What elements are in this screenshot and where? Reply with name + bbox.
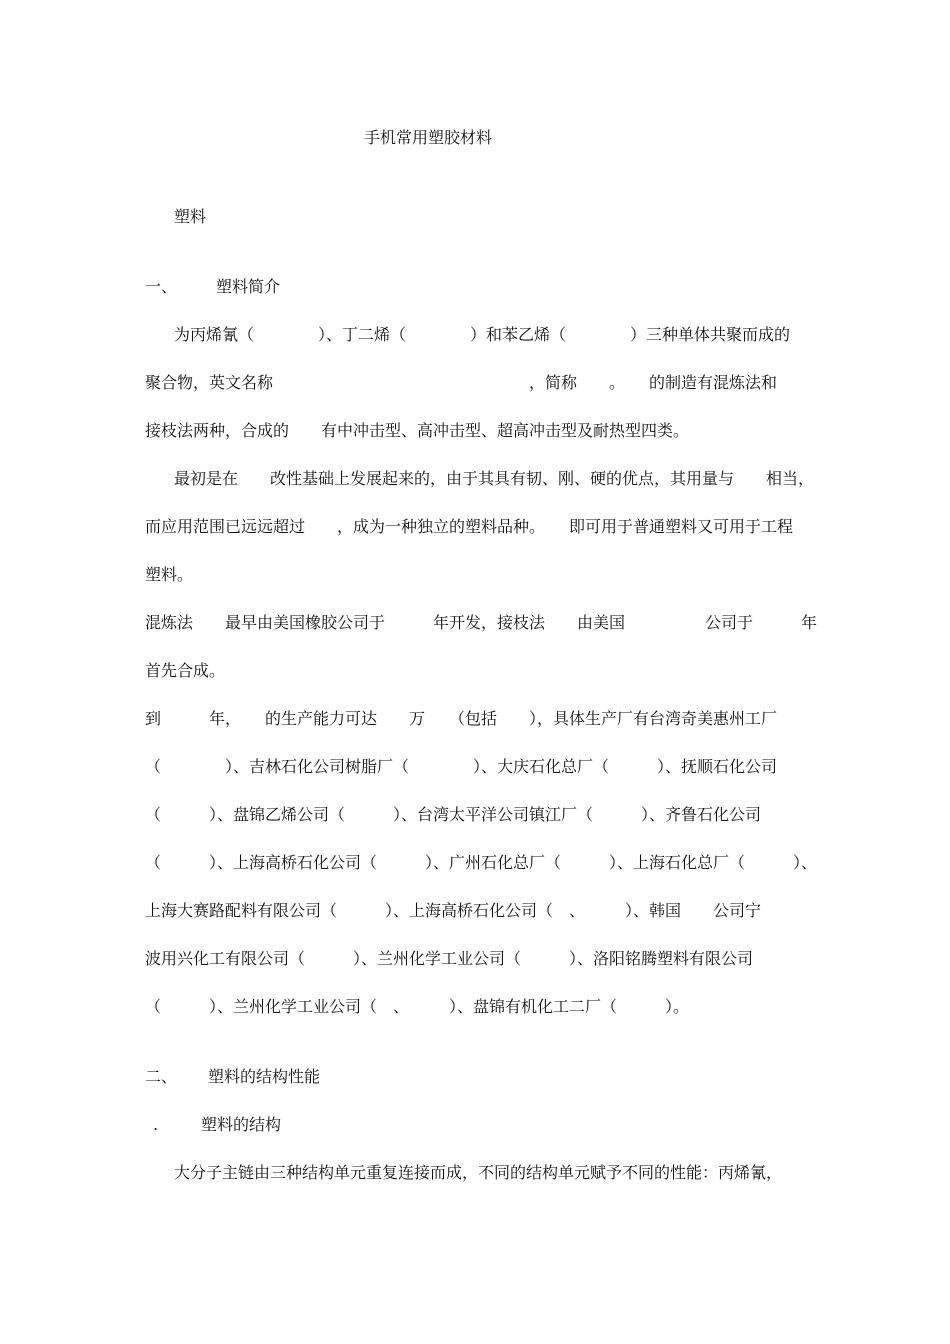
- paragraph-line: 最初是在 改性基础上发展起来的，由于其具有韧、刚、硬的优点，其用量与 相当，: [174, 469, 815, 488]
- subsection-number: .: [153, 1115, 159, 1134]
- section-1-heading: 塑料简介: [216, 277, 281, 296]
- paragraph-line: （ ）、吉林石化公司树脂厂（ ）、大庆石化总厂（ ）、抚顺石化公司: [145, 757, 778, 776]
- paragraph-line: （ ）、上海高桥石化公司（ ）、广州石化总厂（ ）、上海石化总厂（ ）、: [145, 853, 818, 872]
- paragraph-line: 大分子主链由三种结构单元重复连接而成，不同的结构单元赋予不同的性能：丙烯氰，: [174, 1163, 783, 1182]
- document-subtitle: 塑料: [174, 207, 207, 226]
- paragraph-line: 首先合成。: [145, 661, 226, 680]
- section-2-heading: 塑料的结构性能: [208, 1067, 321, 1086]
- paragraph-line: 到 年， 的生产能力可达 万 （包括 ），具体生产厂有台湾奇美惠州工厂: [145, 709, 778, 728]
- paragraph-line: （ ）、盘锦乙烯公司（ ）、台湾太平洋公司镇江厂（ ）、齐鲁石化公司: [145, 805, 762, 824]
- subsection-heading: 塑料的结构: [201, 1115, 282, 1134]
- paragraph-line: 聚合物，英文名称 ，简称 。 的制造有混炼法和: [145, 373, 778, 392]
- document-title: 手机常用塑胶材料: [364, 128, 493, 147]
- paragraph-line: 波用兴化工有限公司（ ）、兰州化学工业公司（ ）、洛阳铭腾塑料有限公司: [145, 949, 754, 968]
- paragraph-line: 而应用范围已远远超过 ，成为一种独立的塑料品种。 即可用于普通塑料又可用于工程: [145, 517, 794, 536]
- paragraph-line: 塑料。: [145, 565, 194, 584]
- section-2-number: 二、: [145, 1067, 178, 1086]
- paragraph-line: 混炼法 最早由美国橡胶公司于 年开发，接枝法 由美国 公司于 年: [145, 613, 818, 632]
- paragraph-line: （ ）、兰州化学工业公司（ 、 ）、盘锦有机化工二厂（ ）。: [145, 997, 690, 1016]
- paragraph-line: 接枝法两种，合成的 有中冲击型、高冲击型、超高冲击型及耐热型四类。: [145, 421, 690, 440]
- paragraph-line: 为丙烯氰（ ）、丁二烯（ ）和苯乙烯（ ）三种单体共聚而成的: [174, 325, 791, 344]
- section-1-number: 一、: [145, 277, 178, 296]
- paragraph-line: 上海大赛路配料有限公司（ ）、上海高桥石化公司（ 、 ）、韩国 公司宁: [145, 901, 762, 920]
